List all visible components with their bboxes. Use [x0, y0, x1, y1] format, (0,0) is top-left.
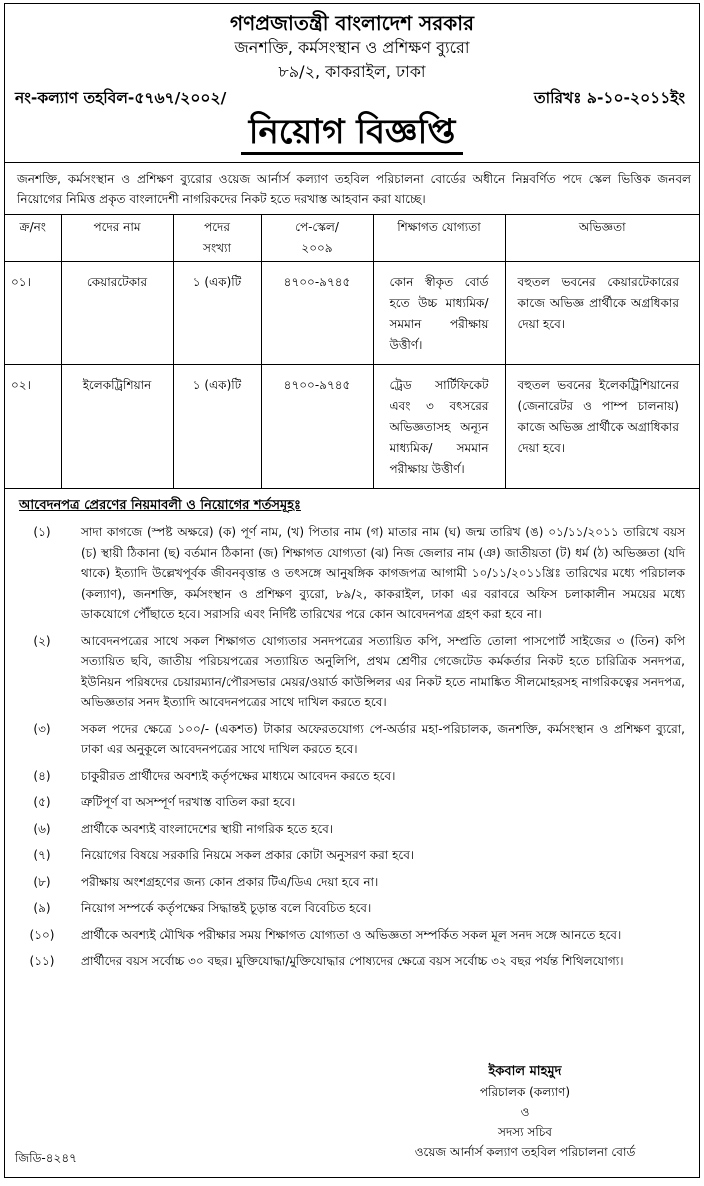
rule-number: (২) [33, 633, 51, 648]
row-qualification-cell [373, 262, 505, 365]
rule-number: (৭) [33, 848, 51, 862]
notice-date: তারিখঃ ৯-১০-২০১১ইং [534, 89, 685, 107]
rules-heading: আবেদনপত্র প্রেরণের নিয়মাবলী ও নিয়োগের শর্তসমূহঃ [19, 498, 301, 513]
header-post-count [173, 215, 261, 262]
table-row [5, 365, 699, 489]
title-wrap [5, 112, 699, 162]
list-item [5, 948, 699, 975]
list-item [5, 922, 699, 949]
header-post-name: পদের নাম [61, 215, 173, 262]
list-item [5, 763, 699, 790]
row-serial: ০১। [5, 262, 61, 365]
rule-number: (১) [33, 525, 51, 539]
rule-text: পরীক্ষায় অংশগ্রহণের জন্য কোন প্রকার টিএ/ডিএ দেয়া হবে না। [81, 874, 379, 889]
row-qualification-cell [373, 365, 505, 489]
rule-number: (৫) [33, 795, 51, 809]
rule-number: (৩) [33, 721, 51, 736]
header-post-count-line2: সংখ্যা [203, 241, 231, 255]
header-experience: অভিজ্ঞতা [505, 215, 699, 262]
header-qualification: শিক্ষাগত যোগ্যতা [373, 215, 505, 262]
dept-name: জনশক্তি, কর্মসংস্থান ও প্রশিক্ষণ ব্যুরো [234, 38, 470, 57]
row-serial: ০২। [5, 365, 61, 489]
rule-number: (৯) [33, 901, 51, 915]
list-item [5, 519, 699, 628]
header-pay-scale [261, 215, 373, 262]
rule-number: (১১) [29, 954, 55, 968]
list-item [5, 842, 699, 869]
rule-number: (৬) [33, 821, 51, 836]
gd-number: জিডি-৪২৪৭ [15, 1151, 77, 1165]
list-item [5, 816, 699, 843]
table-row [5, 262, 699, 365]
list-item [5, 628, 699, 716]
rule-text: আবেদনপত্রের সাথে সকল শিক্ষাগত যোগ্যতার সনদপত্রের সত্যায়িত কপি, সম্প্রতি তোলা পাসপোর্ট সাইজের ৩ (তিন) কপি সত্যায়িত ছবি, জাতীয় পরিচয়পত্রের সত্যায়িত অনুলিপি, প্রথম শ্রেণীর গেজেটেড কর্মকর্তার নিকট হতে চারিত্রিক সনদপত্র, ইউনিয়ন পরিষদের চেয়ারম্যান/পৌরসভার মেয়র/ওয়ার্ড কাউন্সিলর এর নিকট হতে নামাঙ্কিত সীলমোহরসহ নাগরিকত্বের সনদপত্র, অভিজ্ঞতার সনদ ইত্যাদি আবেদনপত্রের সাথে দাখিল করতে হবে। [81, 633, 685, 709]
table-header-row [5, 215, 699, 262]
header-pay-scale-line2: ২০০৯ [301, 241, 333, 255]
header-serial: ক্র/নং [5, 215, 61, 262]
rule-text: নিয়োগের বিষয়ে সরকারি নিয়মে সকল প্রকার কোটা অনুসরণ করা হবে। [81, 848, 415, 862]
posts-table [5, 214, 699, 489]
row-qualification: ট্রেড সার্টিফিকেট এবং ৩ বৎসরের অভিজ্ঞতাসহ অন্যূন মাধ্যমিক/ সমমান পরীক্ষায় উত্তীর্ণ। [389, 378, 489, 476]
row-post-count: ১ (এক)টি [173, 262, 261, 365]
rule-text: সকল পদের ক্ষেত্রে ১০০/- (একশত) টাকার অফেরতযোগ্য পে-অর্ডার মহা-পরিচালক, জনশক্তি, কর্মসংস্থান ও প্রশিক্ষণ ব্যুরো, ঢাকা এর অনুকূলে আবেদনপত্রের সাথে দাখিল করতে হবে। [81, 721, 685, 756]
row-post-name: ইলেকট্রিশিয়ান [61, 365, 173, 489]
row-experience-cell [505, 365, 699, 489]
rule-number: (১০) [29, 927, 55, 942]
list-item [5, 716, 699, 763]
signature-block [365, 1062, 685, 1162]
header-pay-scale-line1: পে-স্কেল/ [295, 220, 339, 234]
row-pay-scale: ৪৭০০-৯৭৪৫ [261, 365, 373, 489]
rule-text: প্রার্থীদের বয়স সর্বোচ্চ ৩০ বছর। মুক্তিযোদ্ধা/মুক্তিযোদ্ধার পোষ্যদের ক্ষেত্রে বয়স সর্বোচ্চ ৩২ বছর পর্যন্ত শিথিলযোগ্য। [81, 954, 624, 968]
rule-text: ত্রুটিপূর্ণ বা অসম্পূর্ণ দরখাস্ত বাতিল করা হবে। [81, 795, 296, 809]
row-post-count: ১ (এক)টি [173, 365, 261, 489]
memo-number: নং-কল্যাণ তহবিল-৫৭৬৭/২০০২/ [15, 89, 227, 107]
rule-text: চাকুরীরত প্রার্থীদের অবশ্যই কর্তৃপক্ষের মাধ্যমে আবেদন করতে হবে। [81, 768, 396, 783]
memo-row [5, 84, 699, 112]
notice-title: নিয়োগ বিজ্ঞপ্তি [241, 112, 464, 155]
list-item [5, 869, 699, 896]
row-post-name: কেয়ারটেকার [61, 262, 173, 365]
org-name: গণপ্রজাতন্ত্রী বাংলাদেশ সরকার [230, 11, 474, 35]
row-qualification: কোন স্বীকৃত বোর্ড হতে উচ্চ মাধ্যমিক/ সমমান পরীক্ষায় উত্তীর্ণ। [389, 275, 489, 352]
header [5, 4, 699, 112]
rule-number: (৪) [33, 768, 51, 783]
row-experience-cell [505, 262, 699, 365]
signatory-designation: পরিচালক (কল্যাণ) [479, 1085, 571, 1099]
row-pay-scale: ৪৭০০-৯৭৪৫ [261, 262, 373, 365]
signatory-and: ও [520, 1105, 530, 1119]
rule-number: (৮) [33, 874, 51, 889]
notice-page [4, 3, 700, 1178]
signatory-secretary: সদস্য সচিব [498, 1125, 552, 1139]
signatory-board: ওয়েজ আর্নার্স কল্যাণ তহবিল পরিচালনা বোর্ড [414, 1145, 636, 1159]
signatory-name: ইকবাল মাহমুদ [488, 1064, 562, 1079]
intro-paragraph: জনশক্তি, কর্মসংস্থান ও প্রশিক্ষণ ব্যুরোর ওয়েজ আর্নার্স কল্যাণ তহবিল পরিচালনা বোর্ডের অধীনে নিম্নবর্ণিত পদে স্কেল ভিত্তিক জনবল নিয়োগের নিমিত্ত প্রকৃত বাংলাদেশী নাগরিকদের নিকট হতে দরখাস্ত আহবান করা যাচ্ছে। [5, 162, 699, 214]
rule-text: সাদা কাগজে (স্পষ্ট অক্ষরে) (ক) পূর্ণ নাম, (খ) পিতার নাম (গ) মাতার নাম (ঘ) জন্ম তারিখ (ঙ) ০১/১১/২০১১ তারিখে বয়স (চ) স্থায়ী ঠিকানা (ছ) বর্তমান ঠিকানা (জ) শিক্ষাগত যোগ্যতা (ঝ) নিজ জেলার নাম (ঞ) জাতীয়তা (ট) ধর্ম (ঠ) অভিজ্ঞতা (যদি থাকে) ইত্যাদি উল্লেখপূর্বক জীবনবৃত্তান্ত ও তৎসঙ্গে আনুষঙ্গিক কাগজপত্র আগামী ১০/১১/২০১১খ্রিঃ তারিখের মধ্যে পরিচালক (কল্যাণ), জনশক্তি, কর্মসংস্থান ও প্রশিক্ষণ ব্যুরো, ৮৯/২, কাকরাইল, ঢাকা এর বরাবরে অফিস চলাকালীন সময়ের মধ্যে ডাকযোগে পৌঁছাতে হবে। সরাসরি এবং নির্দিষ্ট তারিখের পরে কোন আবেদনপত্র গ্রহণ করা হবে না। [81, 525, 685, 621]
row-experience: বহুতল ভবনের কেয়ারটেকারের কাজে অভিজ্ঞ প্রার্থীকে অগ্রধিকার দেয়া হবে। [517, 275, 679, 331]
rule-text: প্রার্থীকে অবশ্যই মৌখিক পরীক্ষার সময় শিক্ষাগত যোগ্যতা ও অভিজ্ঞতা সম্পর্কিত সকল মূল সনদ সঙ্গে আনতে হবে। [81, 927, 622, 942]
rules-list [5, 519, 699, 975]
rule-text: প্রার্থীকে অবশ্যই বাংলাদেশের স্থায়ী নাগরিক হতে হবে। [81, 821, 334, 836]
row-experience: বহুতল ভবনের ইলেকট্রিশিয়ানের (জেনারেটর ও পাম্প চালনায়) কাজে অভিজ্ঞ প্রার্থীকে অগ্রাধিকার দেয়া হবে। [517, 378, 679, 455]
list-item [5, 895, 699, 922]
office-address: ৮৯/২, কাকরাইল, ঢাকা [278, 62, 426, 81]
rule-text: নিয়োগ সম্পর্কে কর্তৃপক্ষের সিদ্ধান্তই চূড়ান্ত বলে বিবেচিত হবে। [81, 901, 372, 915]
header-post-count-line1: পদের [204, 220, 230, 234]
list-item [5, 789, 699, 816]
